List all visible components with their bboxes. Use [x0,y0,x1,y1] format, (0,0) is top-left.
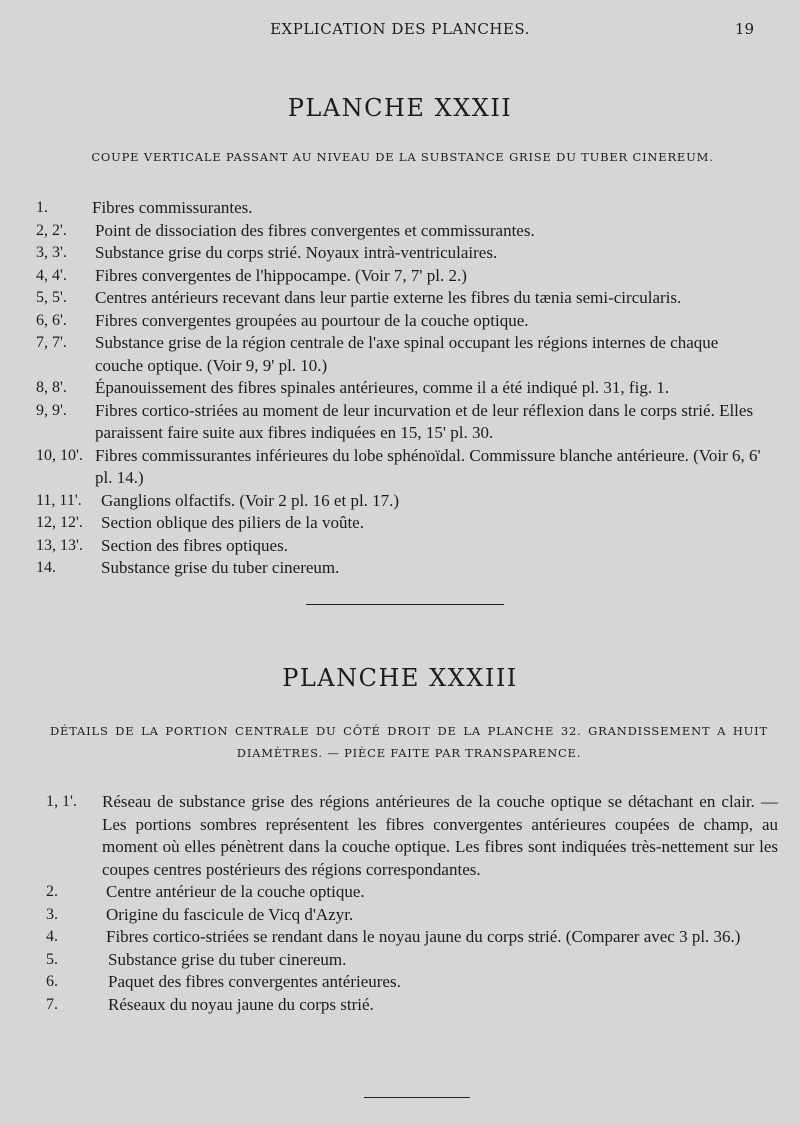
legend-item [46,949,778,972]
item-number: 12, 12'. [36,514,83,531]
item-number: 2. [46,883,58,900]
legend-item [46,994,778,1017]
legend-item [46,881,778,904]
item-text: Centre antérieur de la couche optique. [106,882,365,901]
item-text: Substance grise du tuber cinereum. [108,949,347,969]
item-number: 1. [36,199,48,216]
legend-item [46,791,778,881]
item-number: 1, 1'. [46,793,77,810]
legend-item [36,220,770,243]
item-text: Section oblique des piliers de la voûte. [101,513,364,532]
legend-item [36,197,770,220]
legend-item [36,287,770,310]
legend-item [36,535,770,558]
item-number: 8, 8'. [36,379,67,396]
item-text: Fibres convergentes groupées au pourtour de la couche optique. [95,310,529,330]
legend-item [36,557,770,580]
plate-32-subtitle: COUPE VERTICALE PASSANT AU NIVEAU DE LA SUBSTANCE GRISE DU TUBER CINEREUM. [91,150,714,164]
legend-item [46,926,778,949]
legend-item [36,242,770,265]
running-head: EXPLICATION DES PLANCHES. [270,20,530,38]
item-text: Ganglions olfactifs. (Voir 2 pl. 16 et pl. 17.) [101,490,400,510]
item-text: Fibres convergentes de l'hippocampe. (Voir 7, 7' pl. 2.) [95,265,467,285]
legend-item [36,490,770,513]
legend-item [46,971,778,994]
item-number: 5, 5'. [36,289,67,306]
legend-item [36,265,770,288]
item-text: Fibres cortico-striées au moment de leur incurvation et de leur réflexion dans le corps strié. Elles paraissent faire suite aux fibres indiquées en 15, 15' pl. 30. [95,400,754,442]
legend-item [36,377,770,400]
section-divider-end [364,1097,470,1098]
legend-item [36,512,770,535]
section-divider [306,604,504,605]
item-text: Substance grise du tuber cinereum. [101,558,340,577]
item-number: 4, 4'. [36,266,67,284]
legend-item [36,400,770,445]
item-number: 7, 7'. [36,334,67,351]
item-text: Fibres commissurantes. [92,198,253,217]
plate-32-legend [36,197,770,580]
item-text: Substance grise de la région centrale de l'axe spinal occupant les régions internes de chaque couche optique. (Voir 9, 9' pl. 10.) [95,333,719,375]
item-text: Fibres commissurantes inférieures du lobe sphénoïdal. Commissure blanche antérieure. (Voir 6, 6' pl. 14.) [95,445,761,487]
item-text: Section des fibres optiques. [101,535,288,555]
item-number: 3, 3'. [36,244,67,261]
plate-32-title: PLANCHE XXXII [287,94,513,122]
item-number: 7. [46,995,58,1013]
legend-item [36,332,770,377]
item-number: 14. [36,559,56,576]
item-number: 9, 9'. [36,401,67,419]
plate-33-title: PLANCHE XXXIII [282,664,518,692]
item-number: 6, 6'. [36,311,67,329]
item-text: Épanouissement des fibres spinales antérieures, comme il a été indiqué pl. 31, fig. 1. [95,378,670,397]
item-number: 5. [46,950,58,968]
item-text: Substance grise du corps strié. Noyaux intrà-ventriculaires. [95,243,498,262]
item-text: Origine du fascicule de Vicq d'Azyr. [106,904,354,924]
item-text: Réseaux du noyau jaune du corps strié. [108,994,374,1014]
plate-33-subtitle-line1: DÉTAILS DE LA PORTION CENTRALE DU CÔTÉ DROIT DE LA PLANCHE 32. GRANDISSEMENT A HUIT [50,724,768,738]
item-text: Réseau de substance grise des régions antérieures de la couche optique se détachant en clair. — Les portions sombres représentent les fibres convergentes antérieures coupées de champ, au moment où elles pénètrent dans la couche optique. Les fibres sont indiquées très-nettement sur les coupes centres postérieurs des régions correspondantes. [102,792,778,879]
item-number: 11, 11'. [36,491,82,509]
item-number: 3. [46,905,58,923]
legend-item [36,445,770,490]
item-text: Point de dissociation des fibres convergentes et commissurantes. [95,220,535,240]
item-text: Centres antérieurs recevant dans leur partie externe les fibres du tænia semi-circularis. [95,288,682,307]
plate-33-subtitle-line2: DIAMÈTRES. — PIÈCE FAITE PAR TRANSPARENCE. [236,746,582,760]
item-number: 6. [46,973,58,990]
item-text: Fibres cortico-striées se rendant dans le noyau jaune du corps strié. (Comparer avec 3 pl. 36.) [106,927,741,946]
item-number: 10, 10'. [36,446,83,464]
item-number: 2, 2'. [36,221,67,239]
plate-33-legend [46,791,778,1016]
page-number: 19 [734,20,754,38]
legend-item [46,904,778,927]
item-text: Paquet des fibres convergentes antérieures. [108,972,401,991]
item-number: 13, 13'. [36,536,83,554]
item-number: 4. [46,928,58,945]
legend-item [36,310,770,333]
